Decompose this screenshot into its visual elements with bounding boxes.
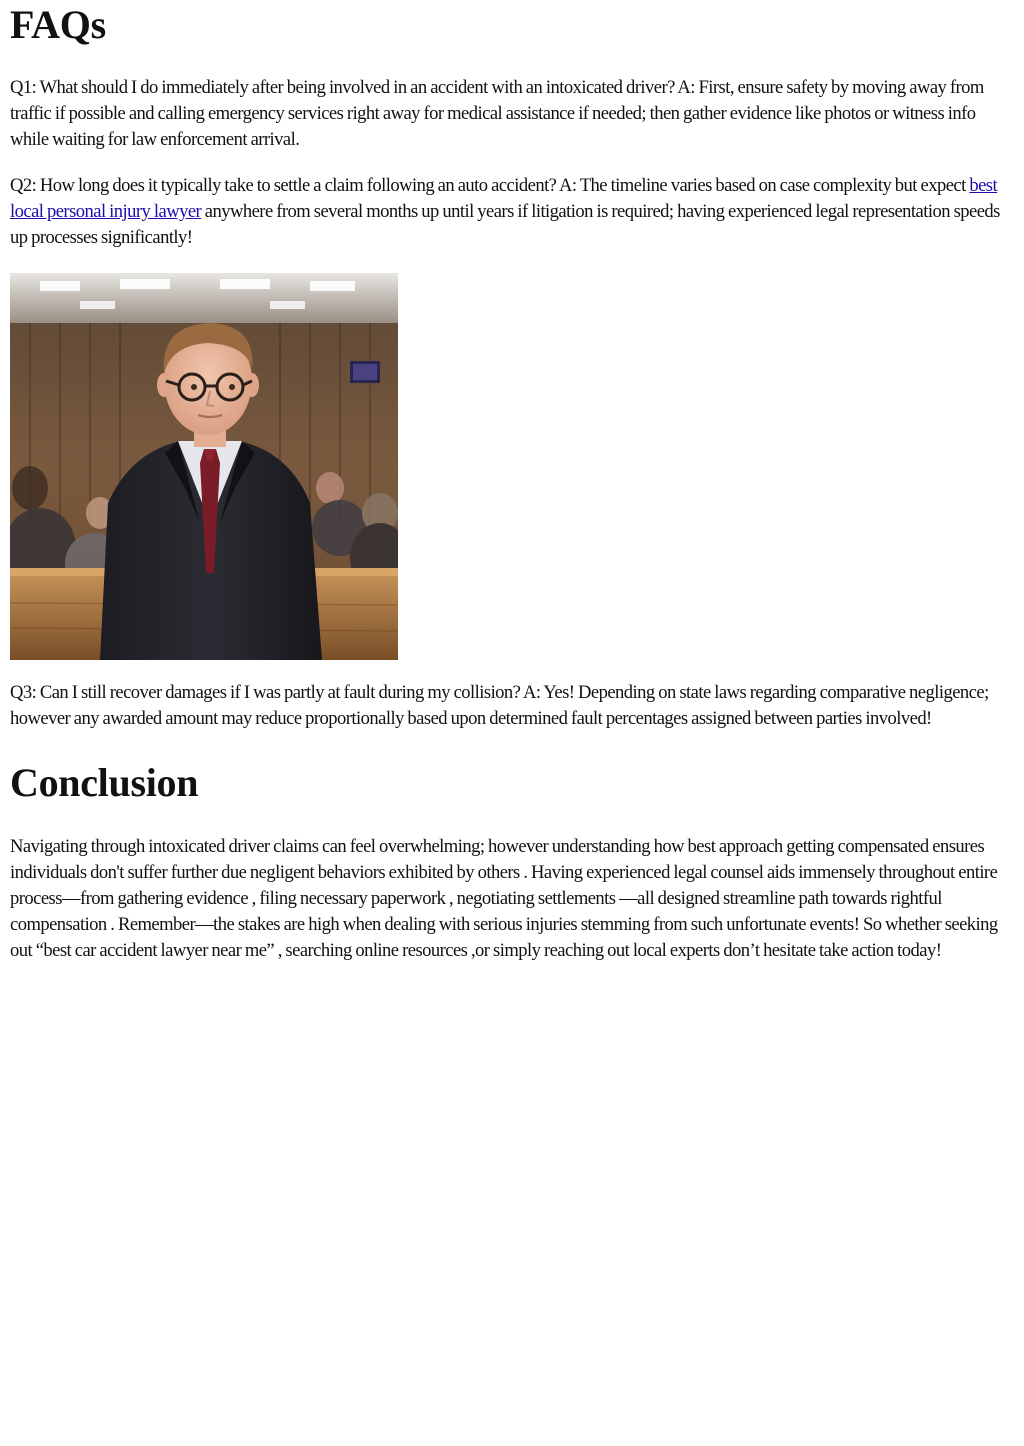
faq-q2	[10, 173, 1014, 251]
personal-injury-lawyer-link[interactable]: best local personal injury lawyer	[10, 175, 998, 222]
document-page	[10, 0, 1014, 964]
faq-q3: Q3: Can I still recover damages if I was partly at fault during my collision? A: Yes! Depending on state laws regarding comparative negligence; however any awarded amount may reduce proportionally based upon determined fault percentages assigned between parties involved!	[10, 682, 989, 729]
faqs-heading: FAQs	[10, 2, 106, 47]
faq-q1: Q1: What should I do immediately after being involved in an accident with an intoxicated driver? A: First, ensure safety by moving away from traffic if possible and calling emergency services right away for medical assistance if needed; then gather evidence like photos or witness info while waiting for law enforcement arrival.	[10, 77, 984, 150]
conclusion-paragraph: Navigating through intoxicated driver claims can feel overwhelming; however understanding how best approach getting compensated ensures individuals don't suffer further due negligent behaviors exhibited by others . Having experienced legal counsel aids immensely throughout entire process—from gathering evidence , filing necessary paperwork , negotiating settlements —all designed streamline path towards rightful compensation . Remember—the stakes are high when dealing with serious injuries stemming from such unfortunate events! So whether seeking out “best car accident lawyer near me” , searching online resources ,or simply reaching out local experts don’t hesitate take action today!	[10, 836, 998, 961]
conclusion-heading: Conclusion	[10, 760, 199, 805]
faq-q2-text-after: anywhere from several months up until years if litigation is required; having experienced legal representation speeds up processes significantly!	[10, 201, 1000, 248]
faq-q2-text-before: Q2: How long does it typically take to settle a claim following an auto accident? A: The timeline varies based on case complexity but expect	[10, 175, 970, 196]
lawyer-courtroom-photo	[10, 273, 398, 660]
